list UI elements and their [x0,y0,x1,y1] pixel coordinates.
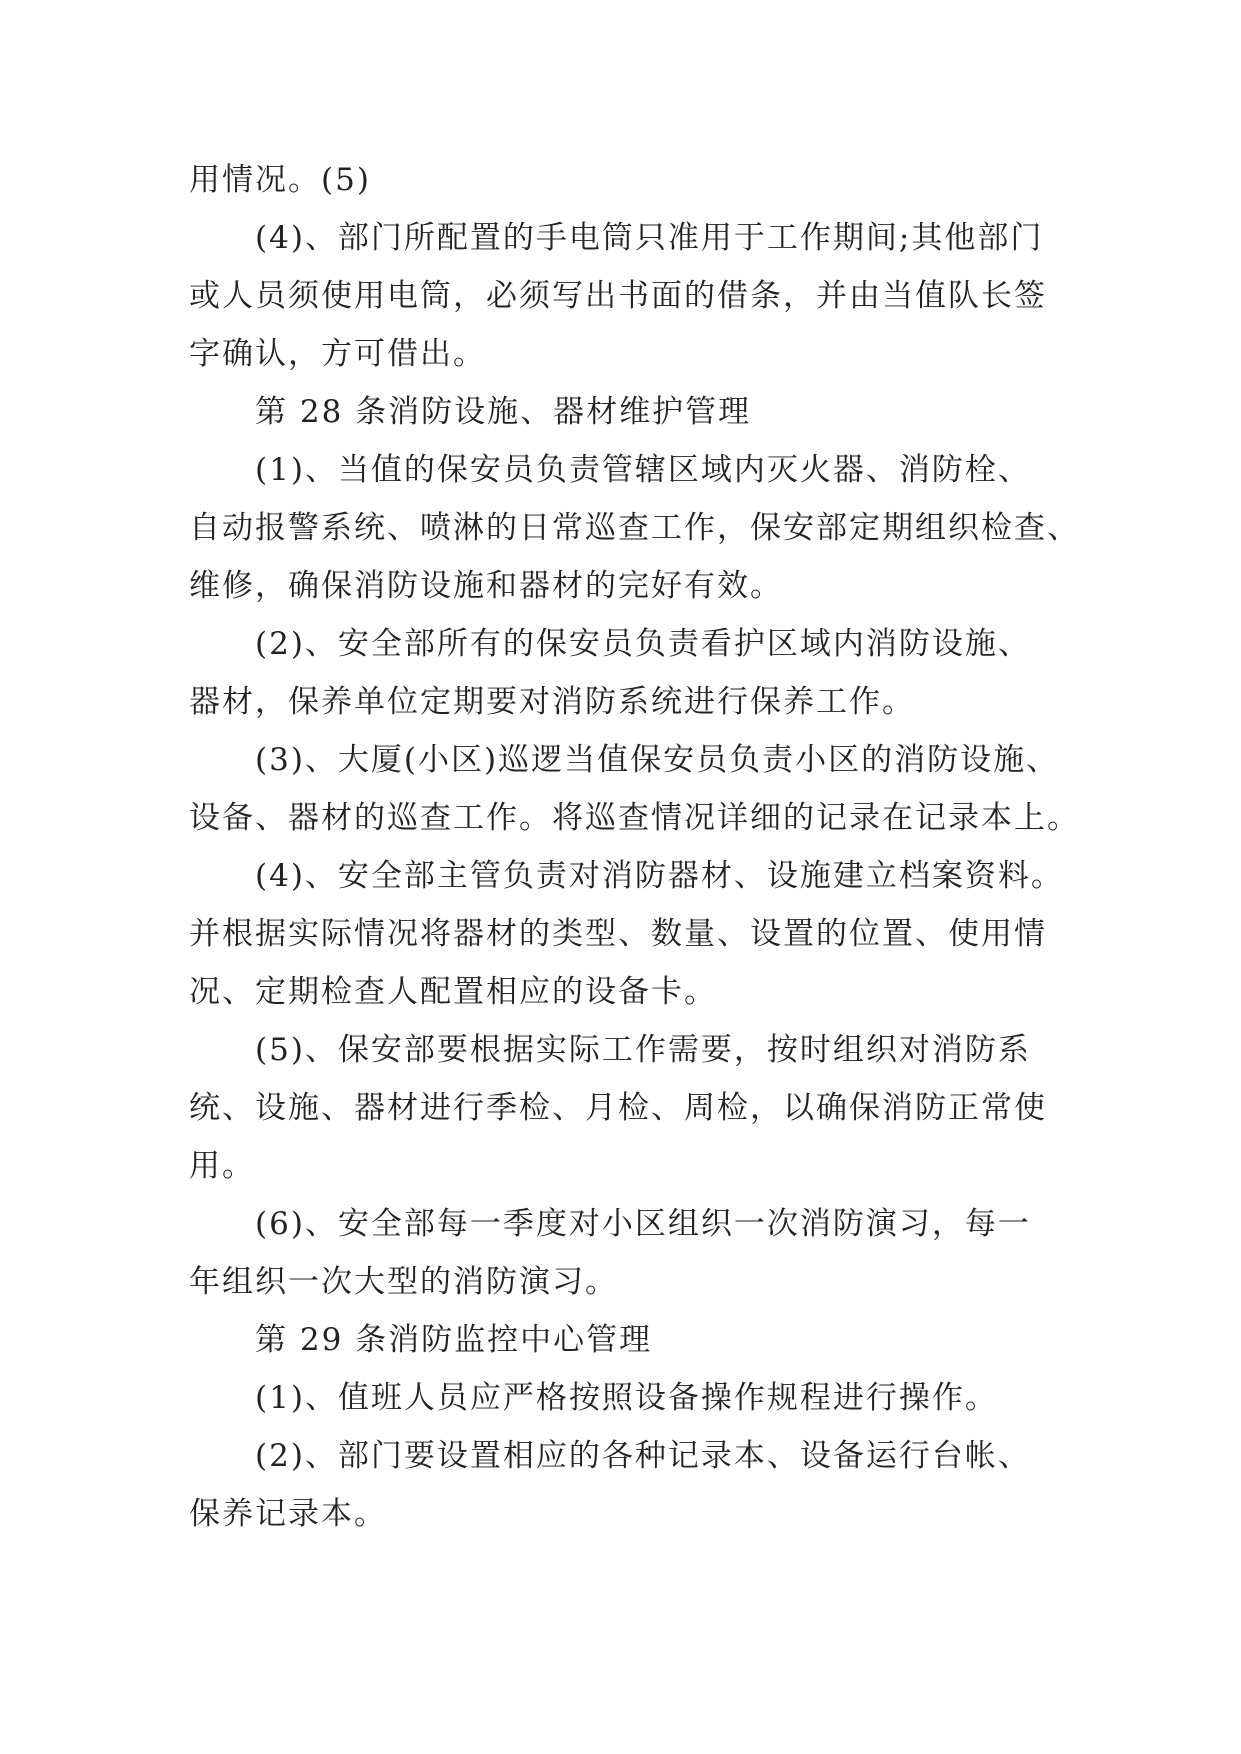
text-line: (2)、安全部所有的保安员负责看护区域内消防设施、 [255,626,1031,662]
text-line: (3)、大厦(小区)巡逻当值保安员负责小区的消防设施、 [255,742,1060,778]
text-line: (4)、部门所配置的手电筒只准用于工作期间;其他部门 [255,220,1044,256]
text-line: 年组织一次大型的消防演习。 [189,1264,618,1300]
text-line: 字确认，方可借出。 [189,336,486,372]
text-line: (5)、保安部要根据实际工作需要，按时组织对消防系 [255,1032,1031,1068]
section-heading-28: 第 28 条消防设施、器材维护管理 [255,394,752,430]
text-line: (1)、当值的保安员负责管辖区域内灭火器、消防栓、 [255,452,1031,488]
text-line: 或人员须使用电筒，必须写出书面的借条，并由当值队长签 [189,278,1047,314]
text-line: 设备、器材的巡查工作。将巡查情况详细的记录在记录本上。 [189,800,1080,836]
text-line: (2)、部门要设置相应的各种记录本、设备运行台帐、 [255,1438,1031,1474]
text-line: 用。 [189,1148,255,1184]
text-line: 并根据实际情况将器材的类型、数量、设置的位置、使用情 [189,916,1047,952]
text-line: 用情况。(5) [189,162,371,198]
text-line: 自动报警系统、喷淋的日常巡查工作，保安部定期组织检查、 [189,510,1080,546]
document-body [189,151,1080,1543]
text-line: 器材，保养单位定期要对消防系统进行保养工作。 [189,684,915,720]
text-line: 统、设施、器材进行季检、月检、周检，以确保消防正常使 [189,1090,1047,1126]
text-line: 维修，确保消防设施和器材的完好有效。 [189,568,783,604]
text-line: (1)、值班人员应严格按照设备操作规程进行操作。 [255,1380,998,1416]
section-heading-29: 第 29 条消防监控中心管理 [255,1322,653,1358]
text-line: 保养记录本。 [189,1496,387,1532]
text-line: (4)、安全部主管负责对消防器材、设施建立档案资料。 [255,858,1064,894]
text-line: (6)、安全部每一季度对小区组织一次消防演习，每一 [255,1206,1031,1242]
text-line: 况、定期检查人配置相应的设备卡。 [189,974,717,1010]
